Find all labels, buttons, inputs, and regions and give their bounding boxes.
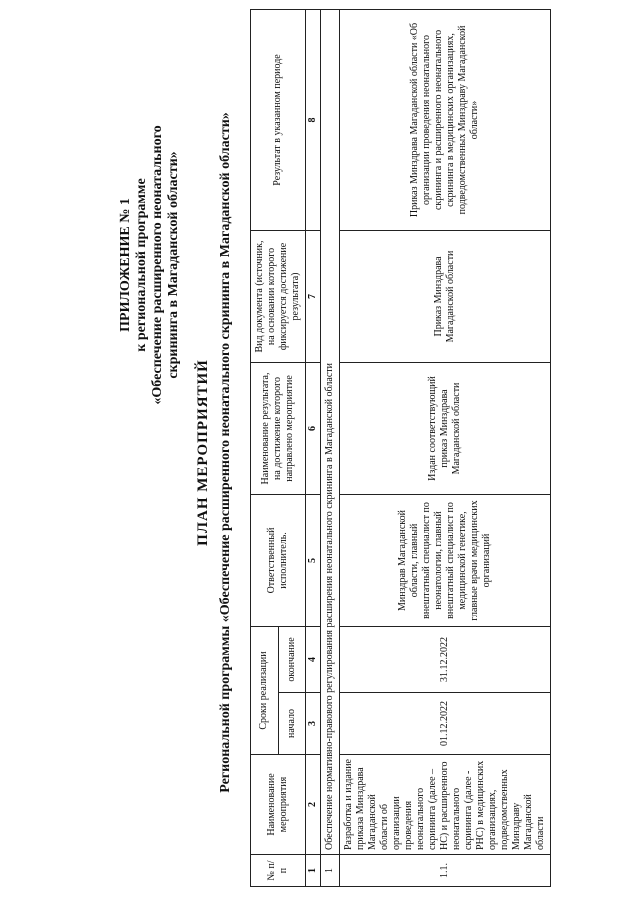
col-number: 5 [306, 494, 321, 626]
row-executor: Минздрав Магаданской области, главный внештатный специалист по неонатологии, главный внештатный специалист по медицинской генетике, главные врачи медицинских организаций [340, 494, 551, 626]
col-number: 1 [306, 855, 321, 887]
row-start: 01.12.2022 [340, 693, 551, 755]
col-number: 4 [306, 626, 321, 692]
plan-title: ПЛАН МЕРОПРИЯТИЙ [195, 359, 211, 546]
col-number: 3 [306, 693, 321, 755]
header-row [251, 9, 279, 886]
header-result-period: Результат в указанном периоде [251, 9, 306, 230]
appendix-line-3: «Обеспечение расширенного неонатального [150, 125, 165, 405]
section-row [321, 9, 340, 886]
header-end: окончание [278, 626, 306, 692]
section-num: 1 [321, 855, 340, 887]
row-document: Приказ Минздрава Магаданской области [340, 230, 551, 362]
appendix-line-4: скрининга в Магаданской области» [166, 151, 181, 379]
appendix-line-2: к региональной программе [134, 178, 149, 352]
table-row [340, 9, 551, 886]
col-number: 6 [306, 362, 321, 494]
plan-subtitle: Региональной программы «Обеспечение расширенного неонатального скрининга в Магаданской области» [218, 112, 233, 793]
col-number: 7 [306, 230, 321, 362]
row-num: 1.1. [340, 855, 551, 887]
header-start: начало [278, 693, 306, 755]
header-document: Вид документа (источник, на основании которого фиксируется достижение результата) [251, 230, 306, 362]
appendix-header [118, 85, 182, 445]
col-number: 8 [306, 9, 321, 230]
col-number: 2 [306, 755, 321, 855]
row-name: Разработка и издание приказа Минздрава Магаданской области об организации проведения неонатального скрининга (далее – НС) и расширенного неонатального скрининга (далее - РНС) в медицинских организациях, подведомственных Минздраву Магаданской области [340, 755, 551, 855]
header-executor: Ответственный исполнитель. [251, 494, 306, 626]
row-result-name: Издан соответствующий приказ Минздрава Магаданской области [340, 362, 551, 494]
row-end: 31.12.2022 [340, 626, 551, 692]
header-name: Наименование мероприятия [251, 755, 306, 855]
appendix-line-1: ПРИЛОЖЕНИЕ № 1 [118, 198, 133, 332]
section-title: Обеспечение нормативно-правового регулирования расширения неонатального скрининга в Магаданской области [321, 9, 340, 854]
plan-table [250, 9, 551, 887]
header-result-name: Наименование результата, на достижение которого направлено мероприятие [251, 362, 306, 494]
header-num: № п/п [251, 855, 306, 887]
column-number-row [306, 9, 321, 886]
header-terms: Сроки реализации [251, 626, 279, 754]
row-result-period: Приказ Минздрава Магаданской области «Об организации проведения неонатального скрининга и расширенного неонатального скрининга в медицинских организациях, подведомственных Минздраву Магаданской области» [340, 9, 551, 230]
